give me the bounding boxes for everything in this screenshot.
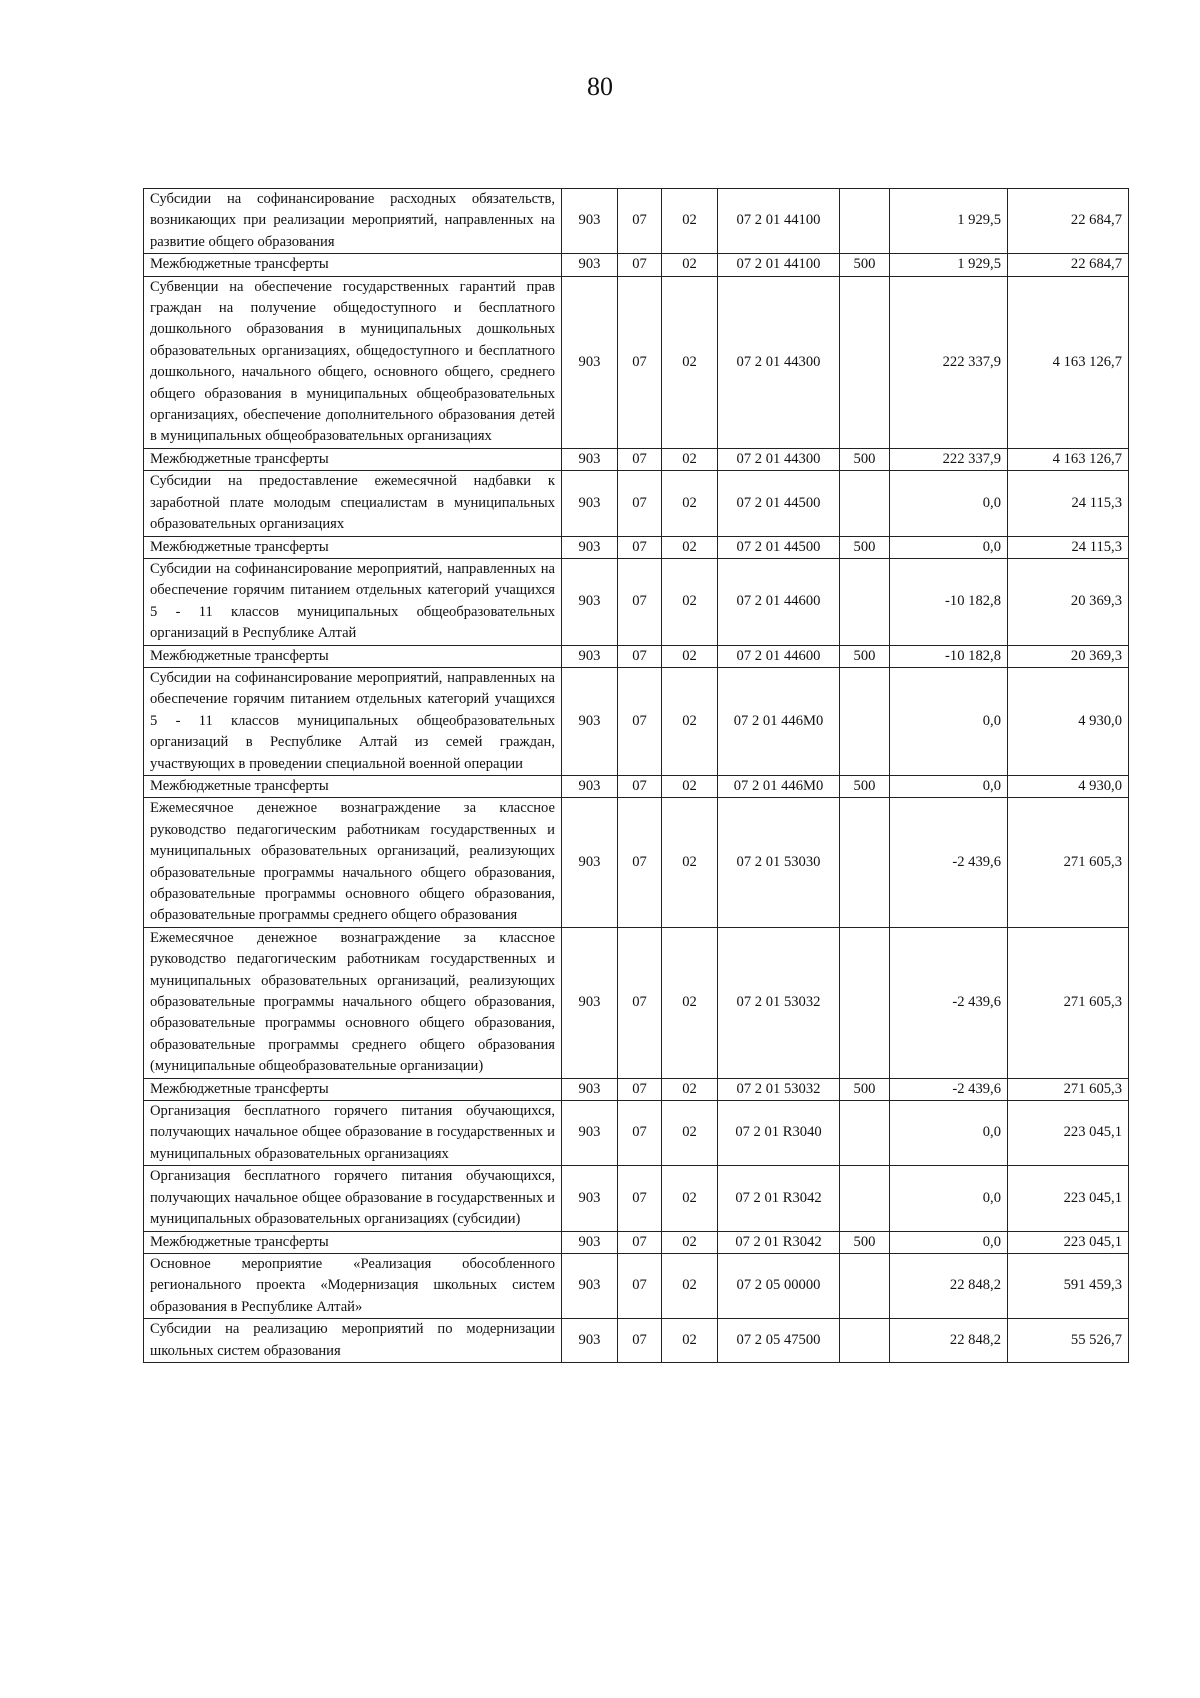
row-name-cell: Субвенции на обеспечение государственных гарантий прав граждан на получение общедоступного и бесплатного дошкольного образования в муниципальных дошкольных образовательных организациях, общедоступного и бесплатного дошкольного, начального общего, основного общего, среднего общего образования в муниципальных общеобразовательных организациях, обеспечение дополнительного образования детей в муниципальных общеобразовательных организациях [144,276,562,448]
row-change-amount-cell: -2 439,6 [890,798,1008,927]
row-total-amount-cell: 24 115,3 [1008,471,1129,536]
row-section-cell: 07 [618,1319,662,1363]
row-target-article-cell: 07 2 01 44300 [718,276,840,448]
row-expense-type-cell [840,1166,890,1231]
row-total-amount-cell: 24 115,3 [1008,536,1129,558]
row-name-cell: Межбюджетные трансферты [144,775,562,797]
row-expense-type-cell: 500 [840,1231,890,1253]
row-target-article-cell: 07 2 01 44100 [718,189,840,254]
row-section-cell: 07 [618,667,662,775]
row-subsection-cell: 02 [662,1166,718,1231]
row-subsection-cell: 02 [662,1078,718,1100]
row-section-cell: 07 [618,1253,662,1318]
row-gr-code-cell: 903 [562,189,618,254]
row-subsection-cell: 02 [662,798,718,927]
row-target-article-cell: 07 2 01 R3040 [718,1101,840,1166]
row-change-amount-cell: 222 337,9 [890,448,1008,470]
table-row [144,667,1129,775]
row-target-article-cell: 07 2 05 00000 [718,1253,840,1318]
row-name-cell: Субсидии на софинансирование мероприятий, направленных на обеспечение горячим питанием отдельных категорий учащихся 5 - 11 классов муниципальных общеобразовательных организаций в Республике Алтай из семей граждан, участвующих в проведении специальной военной операции [144,667,562,775]
row-target-article-cell: 07 2 01 44600 [718,645,840,667]
row-expense-type-cell: 500 [840,254,890,276]
row-target-article-cell: 07 2 01 44100 [718,254,840,276]
row-total-amount-cell: 271 605,3 [1008,927,1129,1078]
row-name-cell: Субсидии на софинансирование расходных обязательств, возникающих при реализации мероприятий, направленных на развитие общего образования [144,189,562,254]
row-change-amount-cell: 222 337,9 [890,276,1008,448]
row-total-amount-cell: 22 684,7 [1008,189,1129,254]
row-subsection-cell: 02 [662,448,718,470]
row-section-cell: 07 [618,471,662,536]
row-name-cell: Субсидии на софинансирование мероприятий, направленных на обеспечение горячим питанием отдельных категорий учащихся 5 - 11 классов муниципальных общеобразовательных организаций в Республике Алтай [144,558,562,645]
row-gr-code-cell: 903 [562,775,618,797]
row-name-cell: Организация бесплатного горячего питания обучающихся, получающих начальное общее образование в государственных и муниципальных образовательных организациях (субсидии) [144,1166,562,1231]
row-expense-type-cell [840,798,890,927]
row-section-cell: 07 [618,1101,662,1166]
row-expense-type-cell: 500 [840,448,890,470]
row-total-amount-cell: 55 526,7 [1008,1319,1129,1363]
row-target-article-cell: 07 2 01 53030 [718,798,840,927]
row-subsection-cell: 02 [662,276,718,448]
row-expense-type-cell [840,1101,890,1166]
page-number: 80 [587,72,613,101]
row-name-cell: Основное мероприятие «Реализация обособленного регионального проекта «Модернизация школьных систем образования в Республике Алтай» [144,1253,562,1318]
row-target-article-cell: 07 2 01 446М0 [718,775,840,797]
row-target-article-cell: 07 2 01 44500 [718,536,840,558]
table-row [144,775,1129,797]
row-section-cell: 07 [618,448,662,470]
row-subsection-cell: 02 [662,1319,718,1363]
row-subsection-cell: 02 [662,927,718,1078]
row-gr-code-cell: 903 [562,254,618,276]
row-gr-code-cell: 903 [562,471,618,536]
row-target-article-cell: 07 2 01 44300 [718,448,840,470]
table-row [144,536,1129,558]
row-section-cell: 07 [618,1231,662,1253]
row-total-amount-cell: 4 930,0 [1008,667,1129,775]
row-gr-code-cell: 903 [562,1253,618,1318]
row-section-cell: 07 [618,536,662,558]
row-section-cell: 07 [618,645,662,667]
table-row [144,798,1129,927]
row-subsection-cell: 02 [662,775,718,797]
row-subsection-cell: 02 [662,254,718,276]
table-row [144,1231,1129,1253]
row-change-amount-cell: -2 439,6 [890,1078,1008,1100]
row-section-cell: 07 [618,798,662,927]
row-gr-code-cell: 903 [562,276,618,448]
row-section-cell: 07 [618,1166,662,1231]
row-total-amount-cell: 591 459,3 [1008,1253,1129,1318]
row-gr-code-cell: 903 [562,1166,618,1231]
row-gr-code-cell: 903 [562,1101,618,1166]
row-expense-type-cell: 500 [840,536,890,558]
table-row [144,645,1129,667]
row-total-amount-cell: 20 369,3 [1008,645,1129,667]
row-name-cell: Межбюджетные трансферты [144,1231,562,1253]
budget-table [143,188,1129,1363]
row-total-amount-cell: 20 369,3 [1008,558,1129,645]
table-row [144,1078,1129,1100]
row-section-cell: 07 [618,927,662,1078]
row-target-article-cell: 07 2 05 47500 [718,1319,840,1363]
row-subsection-cell: 02 [662,558,718,645]
row-change-amount-cell: -10 182,8 [890,645,1008,667]
row-name-cell: Межбюджетные трансферты [144,645,562,667]
row-total-amount-cell: 4 163 126,7 [1008,448,1129,470]
row-section-cell: 07 [618,558,662,645]
table-row [144,1101,1129,1166]
row-total-amount-cell: 4 163 126,7 [1008,276,1129,448]
table-row [144,927,1129,1078]
row-section-cell: 07 [618,1078,662,1100]
row-change-amount-cell: 22 848,2 [890,1253,1008,1318]
row-name-cell: Ежемесячное денежное вознаграждение за классное руководство педагогическим работникам государственных и муниципальных образовательных организаций, реализующих образовательные программы начального общего образования, образовательные программы основного общего образования, образовательные программы среднего общего образования (муниципальные общеобразовательные организации) [144,927,562,1078]
row-expense-type-cell [840,1253,890,1318]
row-expense-type-cell [840,667,890,775]
row-subsection-cell: 02 [662,645,718,667]
row-total-amount-cell: 4 930,0 [1008,775,1129,797]
row-expense-type-cell: 500 [840,775,890,797]
row-expense-type-cell [840,927,890,1078]
table-row [144,1319,1129,1363]
row-name-cell: Субсидии на предоставление ежемесячной надбавки к заработной плате молодым специалистам в муниципальных образовательных организациях [144,471,562,536]
row-gr-code-cell: 903 [562,798,618,927]
row-subsection-cell: 02 [662,667,718,775]
table-row [144,1166,1129,1231]
row-change-amount-cell: 0,0 [890,1101,1008,1166]
row-target-article-cell: 07 2 01 R3042 [718,1166,840,1231]
row-subsection-cell: 02 [662,189,718,254]
row-change-amount-cell: 0,0 [890,775,1008,797]
row-name-cell: Ежемесячное денежное вознаграждение за классное руководство педагогическим работникам государственных и муниципальных образовательных организаций, реализующих образовательные программы начального общего образования, образовательные программы основного общего образования, образовательные программы среднего общего образования [144,798,562,927]
row-change-amount-cell: 0,0 [890,536,1008,558]
row-total-amount-cell: 22 684,7 [1008,254,1129,276]
row-expense-type-cell: 500 [840,645,890,667]
row-subsection-cell: 02 [662,1253,718,1318]
row-subsection-cell: 02 [662,471,718,536]
table-row [144,448,1129,470]
row-gr-code-cell: 903 [562,558,618,645]
row-expense-type-cell: 500 [840,1078,890,1100]
row-gr-code-cell: 903 [562,448,618,470]
row-change-amount-cell: 22 848,2 [890,1319,1008,1363]
row-name-cell: Межбюджетные трансферты [144,448,562,470]
row-gr-code-cell: 903 [562,667,618,775]
row-target-article-cell: 07 2 01 53032 [718,1078,840,1100]
row-expense-type-cell [840,558,890,645]
table-row [144,1253,1129,1318]
table-row [144,471,1129,536]
table-row [144,276,1129,448]
row-total-amount-cell: 223 045,1 [1008,1166,1129,1231]
row-change-amount-cell: 0,0 [890,1231,1008,1253]
row-total-amount-cell: 223 045,1 [1008,1231,1129,1253]
row-change-amount-cell: -2 439,6 [890,927,1008,1078]
row-change-amount-cell: 0,0 [890,471,1008,536]
row-total-amount-cell: 271 605,3 [1008,798,1129,927]
row-expense-type-cell [840,471,890,536]
table-row [144,558,1129,645]
row-name-cell: Организация бесплатного горячего питания обучающихся, получающих начальное общее образование в государственных и муниципальных образовательных организациях [144,1101,562,1166]
table-body [144,189,1129,1363]
row-change-amount-cell: 0,0 [890,667,1008,775]
row-expense-type-cell [840,276,890,448]
row-gr-code-cell: 903 [562,1231,618,1253]
table-row [144,189,1129,254]
row-gr-code-cell: 903 [562,536,618,558]
row-expense-type-cell [840,1319,890,1363]
row-change-amount-cell: -10 182,8 [890,558,1008,645]
row-section-cell: 07 [618,276,662,448]
row-name-cell: Межбюджетные трансферты [144,254,562,276]
row-target-article-cell: 07 2 01 44500 [718,471,840,536]
row-change-amount-cell: 1 929,5 [890,254,1008,276]
table-row [144,254,1129,276]
row-gr-code-cell: 903 [562,1078,618,1100]
row-change-amount-cell: 1 929,5 [890,189,1008,254]
row-target-article-cell: 07 2 01 R3042 [718,1231,840,1253]
row-total-amount-cell: 271 605,3 [1008,1078,1129,1100]
row-name-cell: Межбюджетные трансферты [144,1078,562,1100]
row-name-cell: Межбюджетные трансферты [144,536,562,558]
row-target-article-cell: 07 2 01 446М0 [718,667,840,775]
row-total-amount-cell: 223 045,1 [1008,1101,1129,1166]
row-subsection-cell: 02 [662,536,718,558]
row-target-article-cell: 07 2 01 44600 [718,558,840,645]
row-section-cell: 07 [618,775,662,797]
row-name-cell: Субсидии на реализацию мероприятий по модернизации школьных систем образования [144,1319,562,1363]
row-change-amount-cell: 0,0 [890,1166,1008,1231]
row-expense-type-cell [840,189,890,254]
row-section-cell: 07 [618,254,662,276]
row-target-article-cell: 07 2 01 53032 [718,927,840,1078]
row-section-cell: 07 [618,189,662,254]
row-subsection-cell: 02 [662,1231,718,1253]
row-subsection-cell: 02 [662,1101,718,1166]
row-gr-code-cell: 903 [562,927,618,1078]
row-gr-code-cell: 903 [562,1319,618,1363]
row-gr-code-cell: 903 [562,645,618,667]
